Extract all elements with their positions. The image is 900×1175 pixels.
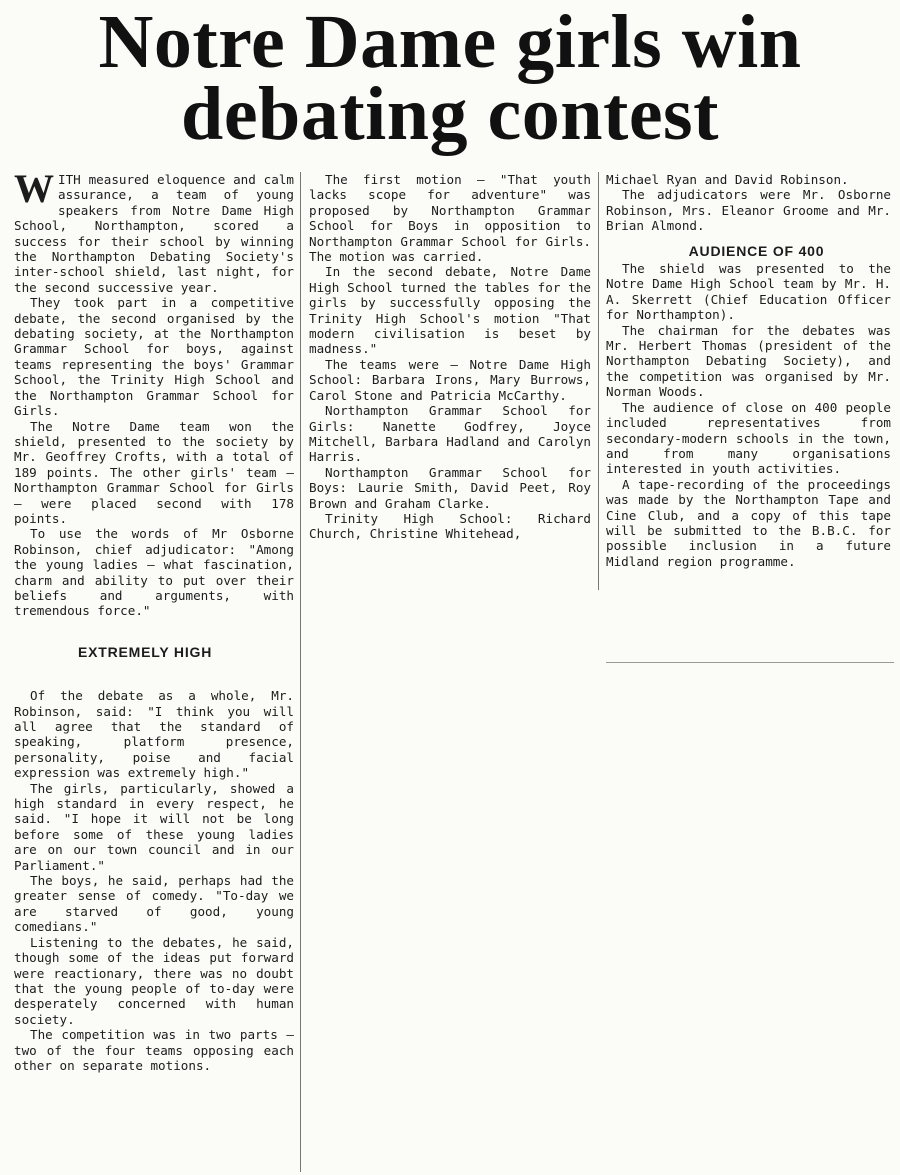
paragraph: The audience of close on 400 people included representatives from secondary-modern schools in the town, and from many organisations interested in youth activities. <box>606 399 891 477</box>
paragraph: The first motion — "That youth lacks scope for adventure" was proposed by Northampton Grammar School for Boys in opposition to Northampton Grammar School for Girls. The motion was carried. <box>309 172 591 265</box>
paragraph: Of the debate as a whole, Mr. Robinson, said: "I think you will all agree that the standard of speaking, platform presence, personality, poise and facial expression was extremely high." <box>14 688 294 781</box>
paragraph: Northampton Grammar School for Boys: Laurie Smith, David Peet, Roy Brown and Graham Clarke. <box>309 464 591 511</box>
end-rule <box>606 662 894 663</box>
column-rule-left <box>300 172 301 1172</box>
paragraph: The girls, particularly, showed a high standard in every respect, he said. "I hope it will not be long before some of these young ladies are on our town council and in our Parliament." <box>14 780 294 873</box>
paragraph: The boys, he said, perhaps had the greater sense of comedy. "To-day we are starved of good, young comedians." <box>14 873 294 935</box>
drop-cap: W <box>14 166 54 211</box>
paragraph <box>14 166 294 295</box>
paragraph: The chairman for the debates was Mr. Herbert Thomas (president of the Northampton Debating Society), and the competition was organised by Mr. Norman Woods. <box>606 322 891 400</box>
article-column-2 <box>309 172 591 542</box>
article-column-1 <box>14 166 294 1073</box>
paragraph: To use the words of Mr Osborne Robinson, chief adjudicator: "Among the young ladies — what fascination, charm and ability to put over their beliefs and arguments, with tremendous force." <box>14 526 294 619</box>
subheading: AUDIENCE OF 400 <box>688 242 825 259</box>
paragraph: A tape-recording of the proceedings was made by the Northampton Tape and Cine Club, and a copy of this tape will be submitted to the B.B.C. for possible inclusion in a future Midland region programme. <box>606 476 891 569</box>
paragraph: The adjudicators were Mr. Osborne Robinson, Mrs. Eleanor Groome and Mr. Brian Almond. <box>606 187 891 234</box>
paragraph: In the second debate, Notre Dame High School turned the tables for the girls by successfully opposing the Trinity High School's motion "That modern civilisation is beset by madness." <box>309 264 591 357</box>
paragraph: The competition was in two parts — two of the four teams opposing each other on separate motions. <box>14 1027 294 1073</box>
paragraph: Listening to the debates, he said, though some of the ideas put forward were reactionary, there was no doubt that the young people of to-day were desperately concerned with human society. <box>14 934 294 1027</box>
paragraph: Trinity High School: Richard Church, Christine Whitehead, <box>309 510 591 542</box>
paragraph-text: ITH measured eloquence and calm assurance, a team of young speakers from Notre Dame High School, Northampton, scored a success for their school by winning the Northampton Debating Society's inter-school shield, last night, for the second successive year. <box>14 172 294 295</box>
paragraph: The shield was presented to the Notre Dame High School team by Mr. H. A. Skerrett (Chief Education Officer for Northampton). <box>606 261 891 323</box>
paragraph: Michael Ryan and David Robinson. <box>606 172 849 187</box>
headline: Notre Dame girls win debating contest <box>98 0 802 156</box>
subheading: EXTREMELY HIGH <box>78 643 213 660</box>
paragraph: Northampton Grammar School for Girls: Nanette Godfrey, Joyce Mitchell, Barbara Hadland and Carolyn Harris. <box>309 403 591 465</box>
column-rule-right <box>598 172 599 590</box>
paragraph: The Notre Dame team won the shield, presented to the society by Mr. Geoffrey Crofts, with a total of 189 points. The other girls' team — Northampton Grammar School for Girls — were placed second with 178 points. <box>14 418 294 526</box>
paragraph: They took part in a competitive debate, the second organised by the debating society, at the Northampton Grammar School for boys, against teams representing the boys' Grammar School, the Trinity High School and the Northampton Grammar School for Girls. <box>14 295 294 419</box>
article-column-3 <box>606 172 891 569</box>
paragraph: The teams were — Notre Dame High School: Barbara Irons, Mary Burrows, Carol Stone and Patricia McCarthy. <box>309 356 591 403</box>
